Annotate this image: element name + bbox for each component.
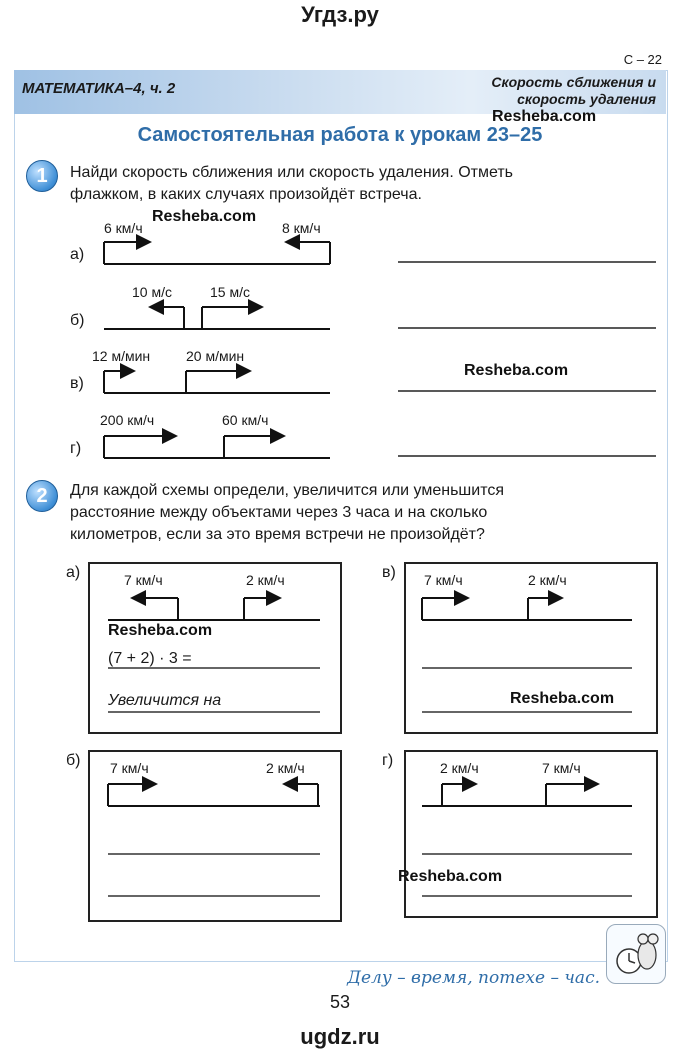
box-a-speed-1: 7 км/ч [124,572,163,588]
box-a-label: а) [66,564,81,581]
task-1-item-b-label: б) [70,312,85,329]
task-1-diagrams [0,0,680,480]
box-g-speed-1: 2 км/ч [440,760,479,776]
task-1-g-speed-1: 200 км/ч [100,412,155,428]
task-1-item-a-label: а) [70,246,85,263]
box-b-speed-1: 7 км/ч [110,760,149,776]
task-1-g-speed-2: 60 км/ч [222,412,269,428]
task-1-text-line-1: Найди скорость сближения или скорость удаления. Отметь [70,164,514,181]
task-2-text-line-1: Для каждой схемы определи, увеличится или уменьшится [70,482,505,499]
watermark: Resheba.com [152,208,257,225]
task-2-text-line-2: расстояние между объектами через 3 часа и на сколько [70,504,488,521]
watermark: Resheba.com [510,690,615,707]
watermark: Resheba.com [398,868,503,885]
task-2-badge: 2 [26,480,58,512]
watermark: Resheba.com [464,362,569,379]
task-1-a-speed-2: 8 км/ч [282,220,321,236]
task-2-text-line-3: километров, если за это время встречи не произойдёт? [70,526,485,543]
page-code: С – 22 [623,52,662,67]
task-1-a-speed-1: 6 км/ч [104,220,143,236]
task-1-item-v-label: в) [70,375,84,392]
box-v-label: в) [382,564,396,581]
box-a-speed-2: 2 км/ч [246,572,285,588]
box-b-label: б) [66,752,81,769]
task-1-b-speed-1: 10 м/с [132,284,172,300]
topic-line-1: Скорость сближения и [491,74,656,90]
box-v-diagram [422,598,632,620]
task-1-b-speed-2: 15 м/с [210,284,250,300]
watermark: Resheba.com [492,108,597,125]
box-a-formula: (7 + 2) · 3 = [108,650,192,667]
box-a-answer: Увеличится на [108,692,222,709]
task-1-item-g-label: г) [70,440,82,457]
box-b-diagram [108,784,320,806]
site-title-bottom: ugdz.ru [300,1024,380,1049]
diagram-a [104,242,330,264]
box-g-speed-2: 7 км/ч [542,760,581,776]
task-1-v-speed-1: 12 м/мин [92,348,151,364]
box-a-diagram [108,598,320,620]
topic-line-2: скорость удаления [517,91,656,107]
mouse-icon [607,925,665,983]
page-title: Самостоятельная работа к урокам 23–25 [137,124,543,146]
page-number: 53 [329,992,351,1012]
site-title-top: Угдз.ру [301,2,379,27]
diagram-g [104,436,330,458]
mouse-clock-illustration [606,924,666,984]
task-1-text-line-2: флажком, в каких случаях произойдёт встреча. [70,186,422,203]
box-v-speed-1: 7 км/ч [424,572,463,588]
box-g-diagram [422,784,632,806]
task-2-diagrams [0,540,680,940]
box-v-speed-2: 2 км/ч [528,572,567,588]
footer-motto: Делу – время, потехе – час. [347,968,600,988]
diagram-b [104,307,330,329]
task-1-badge: 1 [26,160,58,192]
box-b-speed-2: 2 км/ч [266,760,305,776]
box-g-label: г) [382,752,394,769]
watermark: Resheba.com [108,622,213,639]
diagram-v [104,371,330,393]
subject-label: МАТЕМАТИКА–4, ч. 2 [22,80,176,97]
task-2-text [70,480,660,546]
task-1-v-speed-2: 20 м/мин [186,348,245,364]
